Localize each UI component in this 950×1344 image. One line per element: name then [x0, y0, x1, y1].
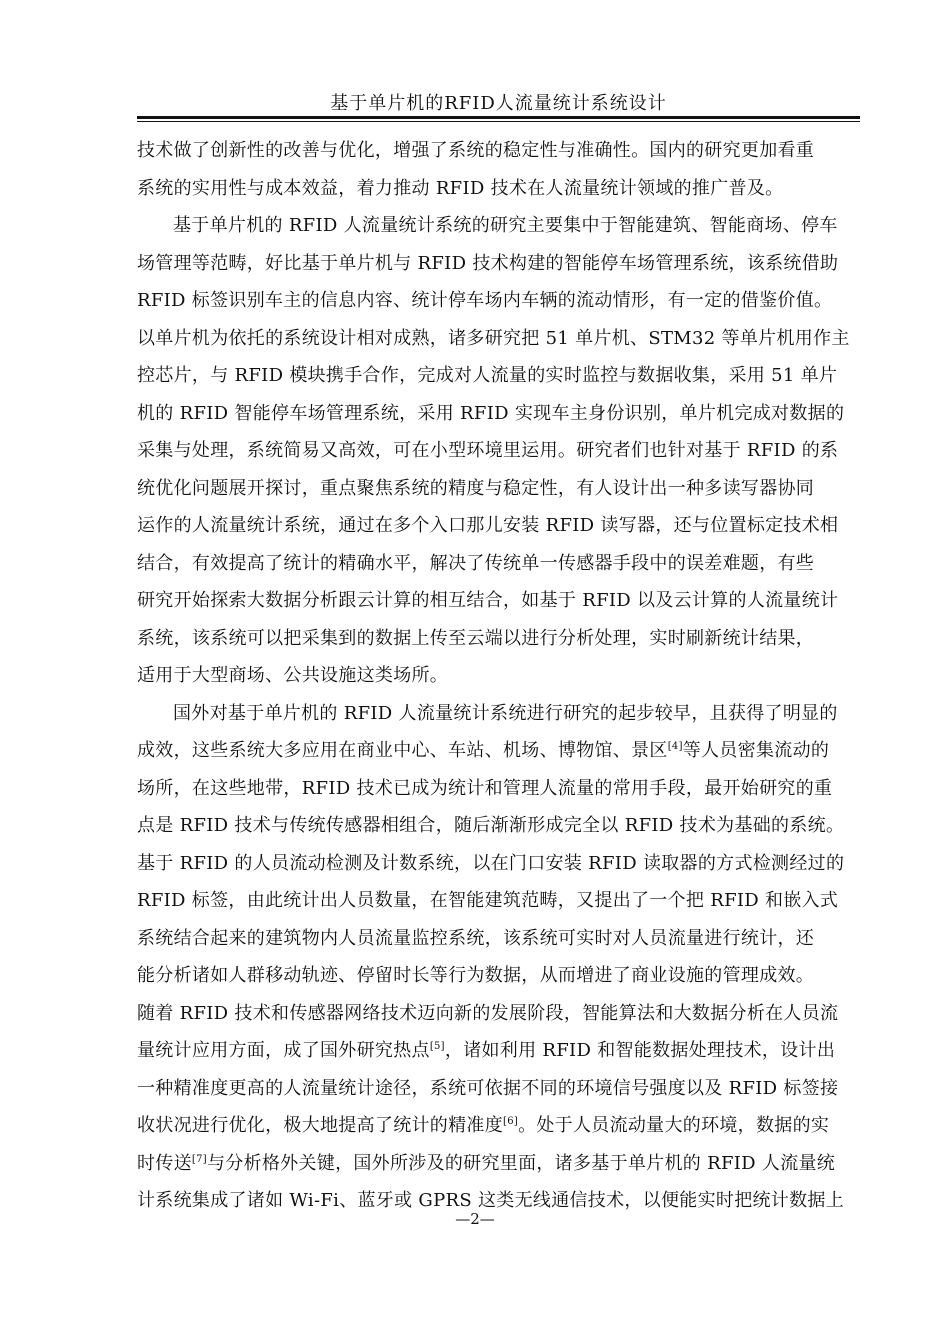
paragraph [137, 132, 860, 207]
citation-ref: [4] [667, 741, 683, 752]
paragraph [137, 695, 860, 1220]
header-rule-thick [137, 116, 860, 119]
text-line: 运作的人流量统计系统，通过在多个入口那儿安装 RFID 读写器，还与位置标定技术相 [137, 515, 839, 536]
header-rule-thin [137, 121, 860, 122]
text-segment: 等人员密集流动的 [682, 740, 830, 761]
citation-ref: [5] [429, 1041, 445, 1052]
citation-ref: [6] [503, 1116, 519, 1127]
paragraph [137, 207, 860, 695]
text-segment: 。处于人员流动量大的环境，数据的实 [518, 1115, 830, 1136]
text-line [137, 1107, 860, 1145]
text-line: 计系统集成了诸如 Wi-Fi、蓝牙或 GPRS 这类无线通信技术，以便能实时把统计数据上 [137, 1190, 845, 1211]
text-line: 结合，有效提高了统计的精确水平，解决了传统单一传感器手段中的误差难题，有些 [137, 552, 815, 574]
text-line: 采集与处理，系统简易又高效，可在小型环境里运用。研究者们也针对基于 RFID 的系 [137, 440, 839, 461]
text-segment: 收状况进行优化，极大地提高了统计的精准度 [137, 1115, 503, 1136]
text-line: 场管理等范畴，好比基于单片机与 RFID 技术构建的智能停车场管理系统，该系统借助 [137, 252, 839, 274]
text-line [137, 1145, 860, 1183]
text-segment: 时传送 [137, 1152, 192, 1174]
text-line: 能分析诸如人群移动轨迹、停留时长等行为数据，从而增进了商业设施的管理成效。 [137, 965, 815, 986]
text-line: 适用于大型商场、公共设施这类场所。 [137, 665, 449, 686]
text-line: RFID 标签识别车主的信息内容、统计停车场内车辆的流动情形，有一定的借鉴价值。 [137, 290, 833, 311]
text-line: 统优化问题展开探讨，重点聚焦系统的精度与稳定性，有人设计出一种多读写器协同 [137, 477, 815, 499]
citation-ref: [7] [191, 1153, 207, 1165]
text-line: 随着 RFID 技术和传感器网络技术迈向新的发展阶段，智能算法和大数据分析在人员流 [137, 1002, 839, 1024]
text-line: 以单片机为依托的系统设计相对成熟，诸多研究把 51 单片机、STM32 等单片机用作主 [137, 327, 850, 349]
text-segment: 成效，这些系统大多应用在商业中心、车站、机场、博物馆、景区 [137, 740, 668, 761]
text-line: 国外对基于单片机的 RFID 人流量统计系统进行研究的起步较早，且获得了明显的 [173, 702, 838, 724]
text-line: 系统结合起来的建筑物内人员流量监控系统，该系统可实时对人员流量进行统计，还 [137, 927, 815, 949]
running-header: 基于单片机的RFID人流量统计系统设计 [330, 93, 667, 114]
text-line: 控芯片，与 RFID 模块携手合作，完成对人流量的实时监控与数据收集，采用 51 单片 [137, 365, 838, 386]
text-line: 基于单片机的 RFID 人流量统计系统的研究主要集中于智能建筑、智能商场、停车 [173, 215, 838, 236]
text-line: 基于 RFID 的人员流动检测及计数系统，以在门口安装 RFID 读取器的方式检测经过的 [137, 852, 845, 874]
text-line [137, 732, 860, 770]
body-text [137, 132, 860, 1220]
text-line: RFID 标签，由此统计出人员数量，在智能建筑范畴，又提出了一个把 RFID 和嵌入式 [137, 890, 839, 911]
page-number: —2— [455, 1210, 495, 1228]
text-line: 一种精准度更高的人流量统计途径，系统可依据不同的环境信号强度以及 RFID 标签接 [137, 1077, 839, 1099]
text-line [137, 1032, 860, 1070]
text-segment: 与分析格外关键，国外所涉及的研究里面，诸多基于单片机的 RFID 人流量统 [206, 1152, 836, 1174]
text-line: 技术做了创新性的改善与优化，增强了系统的稳定性与准确性。国内的研究更加看重 [137, 140, 815, 161]
text-line: 研究开始探索大数据分析跟云计算的相互结合，如基于 RFID 以及云计算的人流量统计 [137, 590, 839, 611]
text-line: 场所，在这些地带，RFID 技术已成为统计和管理人流量的常用手段，最开始研究的重 [137, 777, 833, 799]
text-line: 系统，该系统可以把采集到的数据上传至云端以进行分析处理，实时刷新统计结果， [137, 627, 815, 649]
text-line: 点是 RFID 技术与传统传感器相组合，随后渐渐形成完全以 RFID 技术为基础的系统。 [137, 815, 845, 836]
text-line: 系统的实用性与成本效益，着力推动 RFID 技术在人流量统计领域的推广普及。 [137, 177, 784, 199]
text-segment: 量统计应用方面，成了国外研究热点 [137, 1040, 430, 1061]
text-segment: ，诸如利用 RFID 和智能数据处理技术，设计出 [444, 1040, 836, 1061]
text-line: 机的 RFID 智能停车场管理系统，采用 RFID 实现车主身份识别，单片机完成对数据的 [137, 402, 845, 424]
